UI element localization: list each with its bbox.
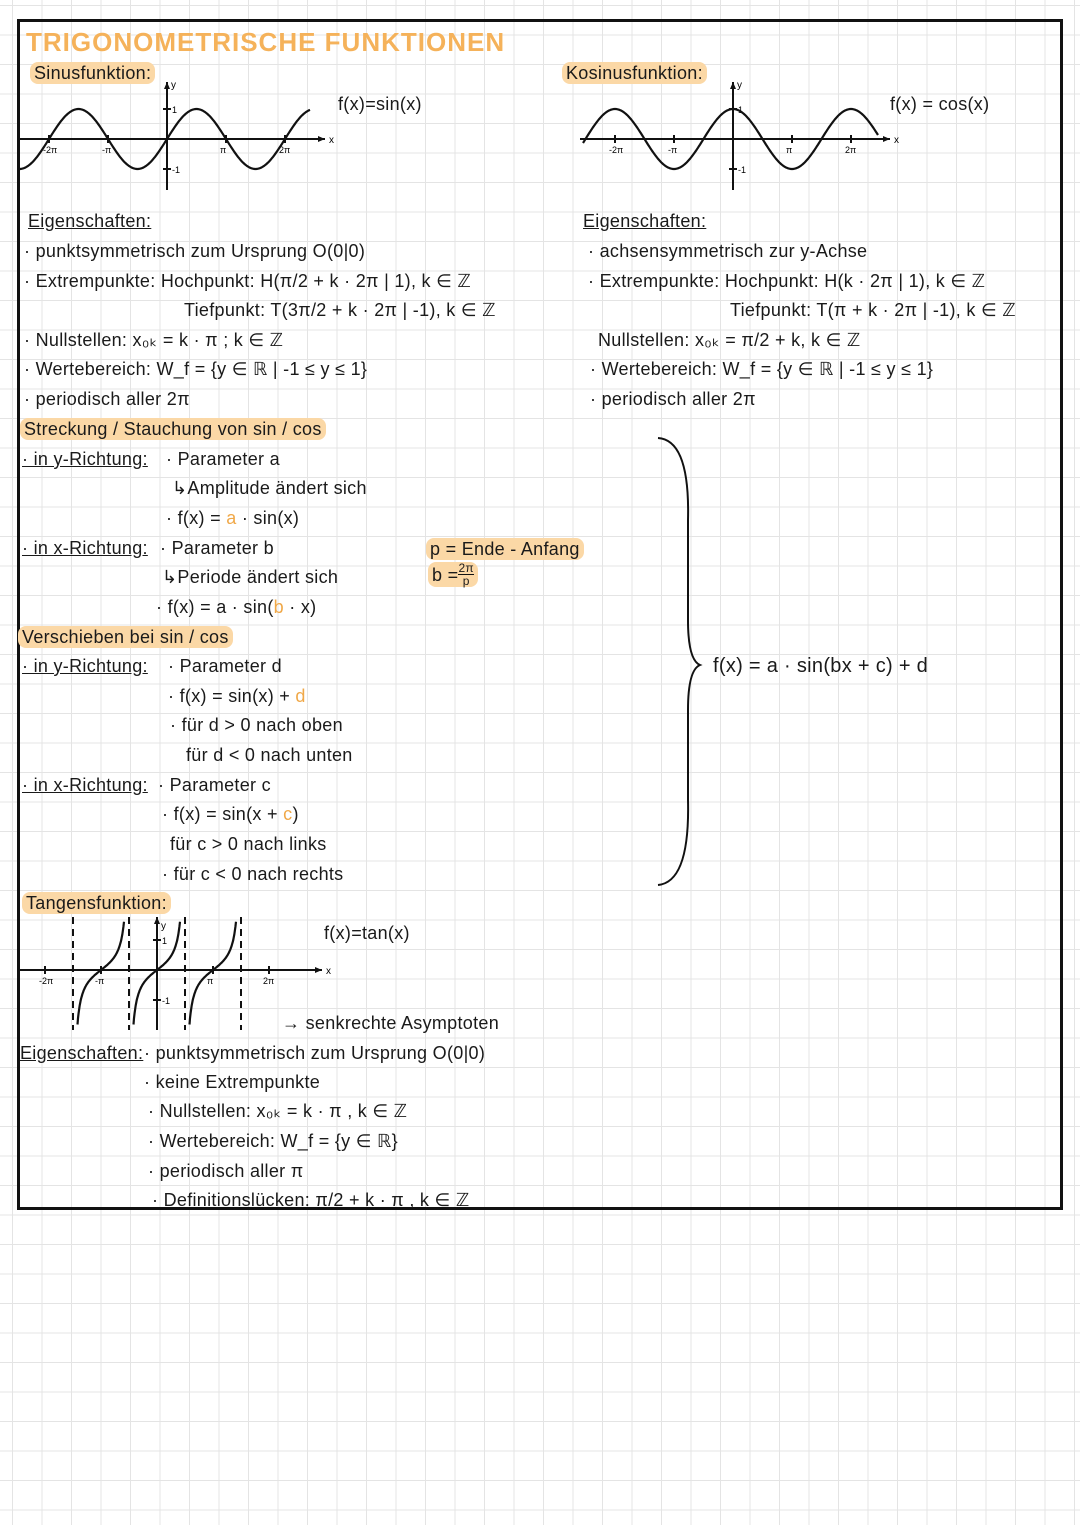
tangent-property: · Wertebereich: W_f = {y ∈ ℝ} — [148, 1131, 398, 1151]
formula-part: · f(x) = a · sin( — [156, 597, 274, 617]
sine-property: · Nullstellen: x₀ₖ = k · π ; k ∈ ℤ — [24, 330, 284, 350]
sine-properties-heading: Eigenschaften: — [28, 211, 152, 231]
sine-property: Tiefpunkt: T(3π/2 + k · 2π | -1), k ∈ ℤ — [184, 300, 496, 320]
x-tick-label: 2π — [845, 145, 857, 155]
y-axis-label: y — [171, 80, 176, 91]
x-tick-label: -2π — [39, 976, 54, 986]
stretch-x-formula — [156, 596, 316, 618]
period-note: p = Ende - Anfang — [426, 538, 584, 560]
tangent-property: · Definitionslücken: π/2 + k · π , k ∈ ℤ — [152, 1190, 470, 1210]
shift-x-param: · Parameter c — [158, 775, 271, 795]
cosine-property: · periodisch aller 2π — [590, 389, 756, 409]
formula-param-highlight: d — [295, 686, 306, 706]
formula-part: · f(x) = sin(x + — [162, 804, 284, 824]
stretch-heading: Streckung / Stauchung von sin / cos — [20, 418, 326, 440]
formula-param-highlight: a — [226, 508, 237, 528]
fraction-denominator: p — [462, 574, 470, 588]
cosine-heading: Kosinusfunktion: — [562, 62, 707, 84]
x-axis-label: x — [894, 135, 899, 146]
x-tick-label: -π — [668, 145, 678, 155]
sine-property: · periodisch aller 2π — [24, 389, 190, 409]
x-tick-label: -2π — [609, 145, 624, 155]
b-formula-note — [428, 562, 478, 587]
y-axis-arrow-icon — [154, 917, 160, 924]
shift-y-case: · für d > 0 nach oben — [170, 715, 343, 735]
shift-x-formula — [162, 803, 299, 825]
arrow-icon: ↳ — [162, 567, 178, 587]
general-formula: f(x) = a · sin(bx + c) + d — [713, 655, 929, 677]
formula-param-highlight: c — [283, 804, 293, 824]
sine-property: · Wertebereich: W_f = {y ∈ ℝ | -1 ≤ y ≤ 1} — [24, 359, 368, 379]
cosine-graph — [580, 80, 899, 190]
sine-property: · Extrempunkte: Hochpunkt: H(π/2 + k · 2π | 1), k ∈ ℤ — [24, 271, 472, 291]
tangent-property: · punktsymmetrisch zum Ursprung O(0|0) — [144, 1043, 486, 1063]
formula-part: · x) — [283, 597, 317, 617]
tangent-formula: f(x)=tan(x) — [324, 923, 410, 943]
sine-graph — [18, 80, 334, 190]
cosine-property: · achsensymmetrisch zur y-Achse — [588, 241, 868, 261]
shift-y-case: für d < 0 nach unten — [186, 745, 353, 765]
cosine-property: · Wertebereich: W_f = {y ∈ ℝ | -1 ≤ y ≤ 1} — [590, 359, 934, 379]
x-axis-arrow-icon — [315, 967, 322, 973]
curly-brace — [658, 438, 700, 885]
shift-y-formula — [168, 685, 306, 707]
stretch-x-effect — [162, 566, 338, 588]
stretch-y-param: · Parameter a — [166, 449, 280, 469]
formula-part: b = — [432, 564, 459, 585]
tangent-property: · Nullstellen: x₀ₖ = k · π , k ∈ ℤ — [148, 1101, 408, 1121]
x-axis-label: x — [329, 135, 334, 146]
y-axis-label: y — [737, 80, 742, 91]
stretch-x-param: · Parameter b — [160, 538, 274, 558]
formula-part: · f(x) = sin(x) + — [168, 686, 296, 706]
x-tick-label: 2π — [279, 145, 291, 155]
shift-x-case: für c > 0 nach links — [170, 834, 327, 854]
stretch-x-label: · in x-Richtung: — [22, 538, 148, 558]
x-tick-label: π — [207, 976, 214, 986]
fraction-numerator: 2π — [458, 561, 474, 575]
tangent-property: · periodisch aller π — [148, 1161, 304, 1181]
y-axis-arrow-icon — [730, 82, 736, 89]
x-tick-label: -2π — [43, 145, 58, 155]
tangent-heading: Tangensfunktion: — [22, 892, 171, 914]
shift-heading: Verschieben bei sin / cos — [18, 626, 233, 648]
x-tick-label: π — [786, 145, 793, 155]
y-tick-label: -1 — [162, 996, 171, 1006]
stretch-y-effect-text: Amplitude ändert sich — [187, 478, 367, 498]
formula-part: · f(x) = — [166, 508, 227, 528]
sine-heading: Sinusfunktion: — [30, 62, 155, 84]
cosine-properties-heading: Eigenschaften: — [583, 211, 707, 231]
x-tick-label: -π — [102, 145, 112, 155]
y-tick-label: 1 — [172, 105, 178, 115]
shift-x-label: · in x-Richtung: — [22, 775, 148, 795]
y-tick-label: -1 — [738, 165, 747, 175]
x-axis-arrow-icon — [883, 136, 890, 142]
arrow-icon: ↳ — [172, 478, 188, 498]
formula-part: ) — [292, 804, 299, 824]
stretch-y-label: · in y-Richtung: — [22, 449, 148, 469]
formula-part: · sin(x) — [236, 508, 300, 528]
x-axis-arrow-icon — [318, 136, 325, 142]
cosine-property: · Extrempunkte: Hochpunkt: H(k · 2π | 1), k ∈ ℤ — [588, 271, 986, 291]
y-tick-label: -1 — [172, 165, 181, 175]
sine-property: · punktsymmetrisch zum Ursprung O(0|0) — [24, 241, 366, 261]
y-axis-arrow-icon — [164, 82, 170, 89]
cosine-formula: f(x) = cos(x) — [890, 94, 990, 114]
x-tick-label: -π — [95, 976, 105, 986]
shift-y-label: · in y-Richtung: — [22, 656, 148, 676]
x-tick-label: π — [220, 145, 227, 155]
stretch-y-effect — [172, 477, 367, 499]
formula-param-highlight: b — [273, 597, 284, 617]
stretch-x-effect-text: Periode ändert sich — [177, 567, 339, 587]
tangent-property: · keine Extrempunkte — [144, 1072, 321, 1092]
sine-formula: f(x)=sin(x) — [338, 94, 422, 114]
cosine-property: Tiefpunkt: T(π + k · 2π | -1), k ∈ ℤ — [730, 300, 1016, 320]
asymptote-note: → senkrechte Asymptoten — [282, 1013, 500, 1033]
x-axis-label: x — [326, 966, 331, 977]
stretch-y-formula — [166, 507, 299, 529]
y-axis-label: y — [161, 921, 166, 932]
page-title: TRIGONOMETRISCHE FUNKTIONEN — [26, 27, 506, 57]
y-tick-label: 1 — [162, 936, 168, 946]
x-tick-label: 2π — [263, 976, 275, 986]
y-tick-label: 1 — [738, 105, 744, 115]
shift-x-case: · für c < 0 nach rechts — [162, 864, 344, 884]
tangent-properties-heading: Eigenschaften: — [20, 1043, 144, 1063]
cosine-property: Nullstellen: x₀ₖ = π/2 + k, k ∈ ℤ — [598, 330, 861, 350]
shift-y-param: · Parameter d — [168, 656, 282, 676]
